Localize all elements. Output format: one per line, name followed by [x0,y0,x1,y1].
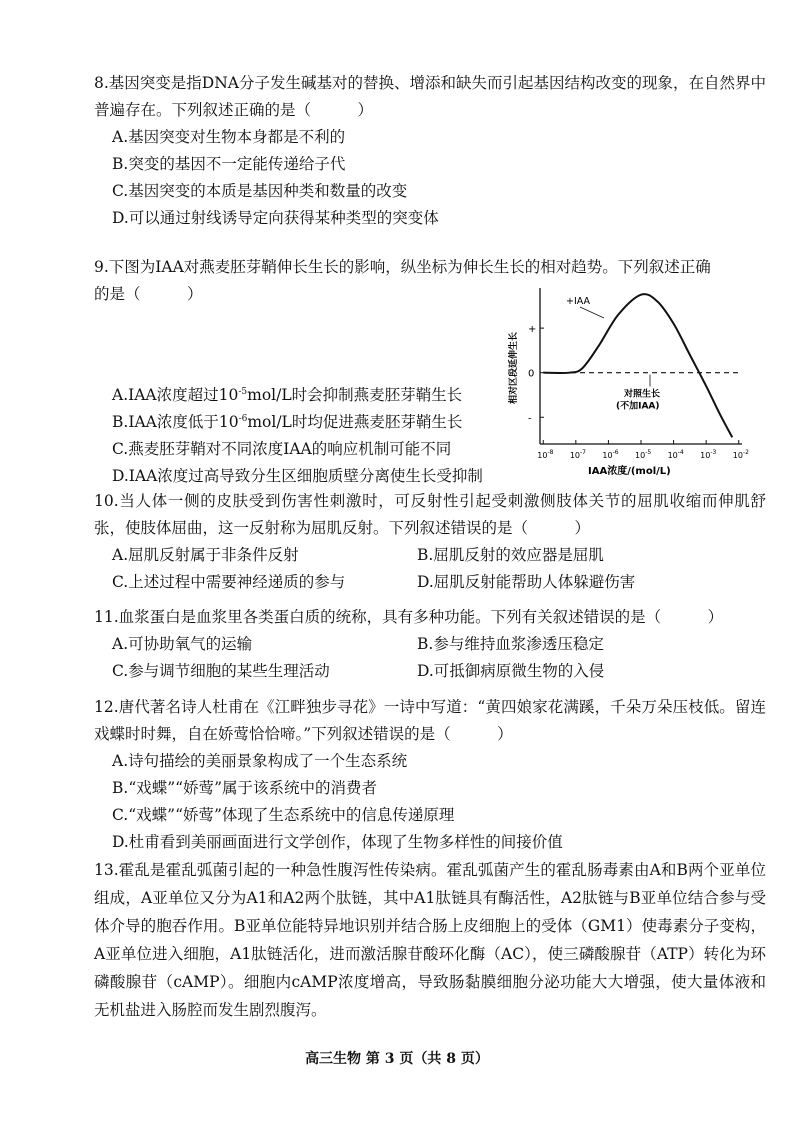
iaa-growth-chart [500,282,750,482]
q8-option-d: D.可以通过射线诱导定向获得某种类型的突变体 [112,209,439,227]
q11-options [94,631,766,685]
x-tick-label: $10^{-2}$ [732,449,749,460]
q9-option-d: D.IAA浓度过高导致分生区细胞质壁分离使生长受抑制 [112,467,483,485]
q11-option-d: D.可抵御病原微生物的入侵 [417,662,605,680]
question-10 [94,488,766,596]
series-label-iaa: +IAA [566,296,591,307]
q11-option-b: B.参与维持血浆渗透压稳定 [417,635,604,653]
x-axis-label: IAA浓度/(mol/L) [588,466,671,477]
y-tick-label: 0 [528,368,535,380]
control-sublabel: (不加IAA) [616,401,660,412]
q8-option-c: C.基因突变的本质是基因种类和数量的改变 [112,182,408,200]
question-11 [94,604,766,685]
q11-option-a: A.可协助氧气的运输 [112,635,253,653]
q9-option-a: A.IAA浓度超过$10^{-5}mol/L$时会抑制燕麦胚芽鞘生长 [112,386,463,404]
x-tick-label: $10^{-6}$ [602,449,619,460]
x-tick-label: $10^{-4}$ [667,449,684,460]
q10-option-a: A.屈肌反射属于非条件反射 [112,546,299,564]
control-label: 对照生长 [624,389,661,400]
q10-option-d: D.屈肌反射能帮助人体躲避伤害 [417,573,636,591]
y-tick-label: + [528,324,537,336]
q12-option-a: A.诗句描绘的美丽景象构成了一个生态系统 [112,752,408,770]
q8-stem: 8.基因突变是指DNA分子发生碱基对的替换、增添和缺失而引起基因结构改变的现象，在自然界中普遍存在。下列叙述正确的是（ ） [94,74,766,119]
y-tick-label: - [528,413,532,425]
question-8 [94,70,766,232]
q11-option-c: C.参与调节细胞的某些生理活动 [112,662,330,680]
q8-option-a: A.基因突变对生物本身都是不利的 [112,128,346,146]
question-9-options [94,382,494,490]
question-13 [94,856,766,1024]
q9-option-c: C.燕麦胚芽鞘对不同浓度IAA的响应机制可能不同 [112,440,452,458]
series-label-leader [580,307,604,318]
x-tick-label: $10^{-8}$ [537,449,554,460]
page-footer: 高三生物 第 3 页（共 8 页） [305,1051,489,1067]
q10-option-c: C.上述过程中需要神经递质的参与 [112,573,346,591]
q9-stem-line2: 的是（ ） [94,285,203,303]
q8-option-b: B.突变的基因不一定能传递给子代 [112,155,346,173]
x-tick-label: $10^{-3}$ [700,449,717,460]
q12-stem: 12.唐代著名诗人杜甫在《江畔独步寻花》一诗中写道：“黄四娘家花满蹊，千朵万朵压枝低。留连戏蝶时时舞，自在娇莺恰恰啼。”下列叙述错误的是（ ） [94,698,766,743]
question-12 [94,694,766,856]
q10-option-b: B.屈肌反射的效应器是屈肌 [417,546,604,564]
q12-option-b: B.“戏蝶”“娇莺”属于该系统中的消费者 [112,779,378,797]
q12-option-c: C.“戏蝶”“娇莺”体现了生态系统中的信息传递原理 [112,806,455,824]
iaa-curve [543,294,732,437]
q10-stem: 10.当人体一侧的皮肤受到伤害性刺激时，可反射性引起受刺激侧肢体关节的屈肌收缩而伸肌舒张，使肢体屈曲，这一反射称为屈肌反射。下列叙述错误的是（ ） [94,492,766,537]
y-axis-label: 相对区段延伸生长 [509,331,519,404]
q13-stem: 13.霍乱是霍乱弧菌引起的一种急性腹泻性传染病。霍乱弧菌产生的霍乱肠毒素由A和B两个亚单位组成，A亚单位又分为A1和A2两个肽链，其中A1肽链具有酶活性，A2肽链与B亚单位结合参与受体介导的胞吞作用。B亚单位能特异地识别并结合肠上皮细胞上的受体（GM1）使毒素分子变构，A亚单位进入细胞，A1肽链活化，进而激活腺苷酸环化酶（AC），使三磷酸腺苷（ATP）转化为环磷酸腺苷（cAMP）。细胞内cAMP浓度增高，导致肠黏膜细胞分泌功能大大增强，使大量体液和无机盐进入肠腔而发生剧烈腹泻。 [94,861,766,1019]
q9-option-b: B.IAA浓度低于$10^{-6}mol/L$时均促进燕麦胚芽鞘生长 [112,413,463,431]
q9-stem-line1: 9.下图为IAA对燕麦胚芽鞘伸长生长的影响，纵坐标为伸长生长的相对趋势。下列叙述正确 [94,258,711,276]
q12-option-d: D.杜甫看到美丽画面进行文学创作，体现了生物多样性的间接价值 [112,833,563,851]
x-tick-label: $10^{-5}$ [635,449,652,460]
x-tick-label: $10^{-7}$ [569,449,587,460]
q11-stem: 11.血浆蛋白是血浆里各类蛋白质的统称，具有多种功能。下列有关叙述错误的是（ ） [94,608,724,626]
q10-options [94,542,766,596]
